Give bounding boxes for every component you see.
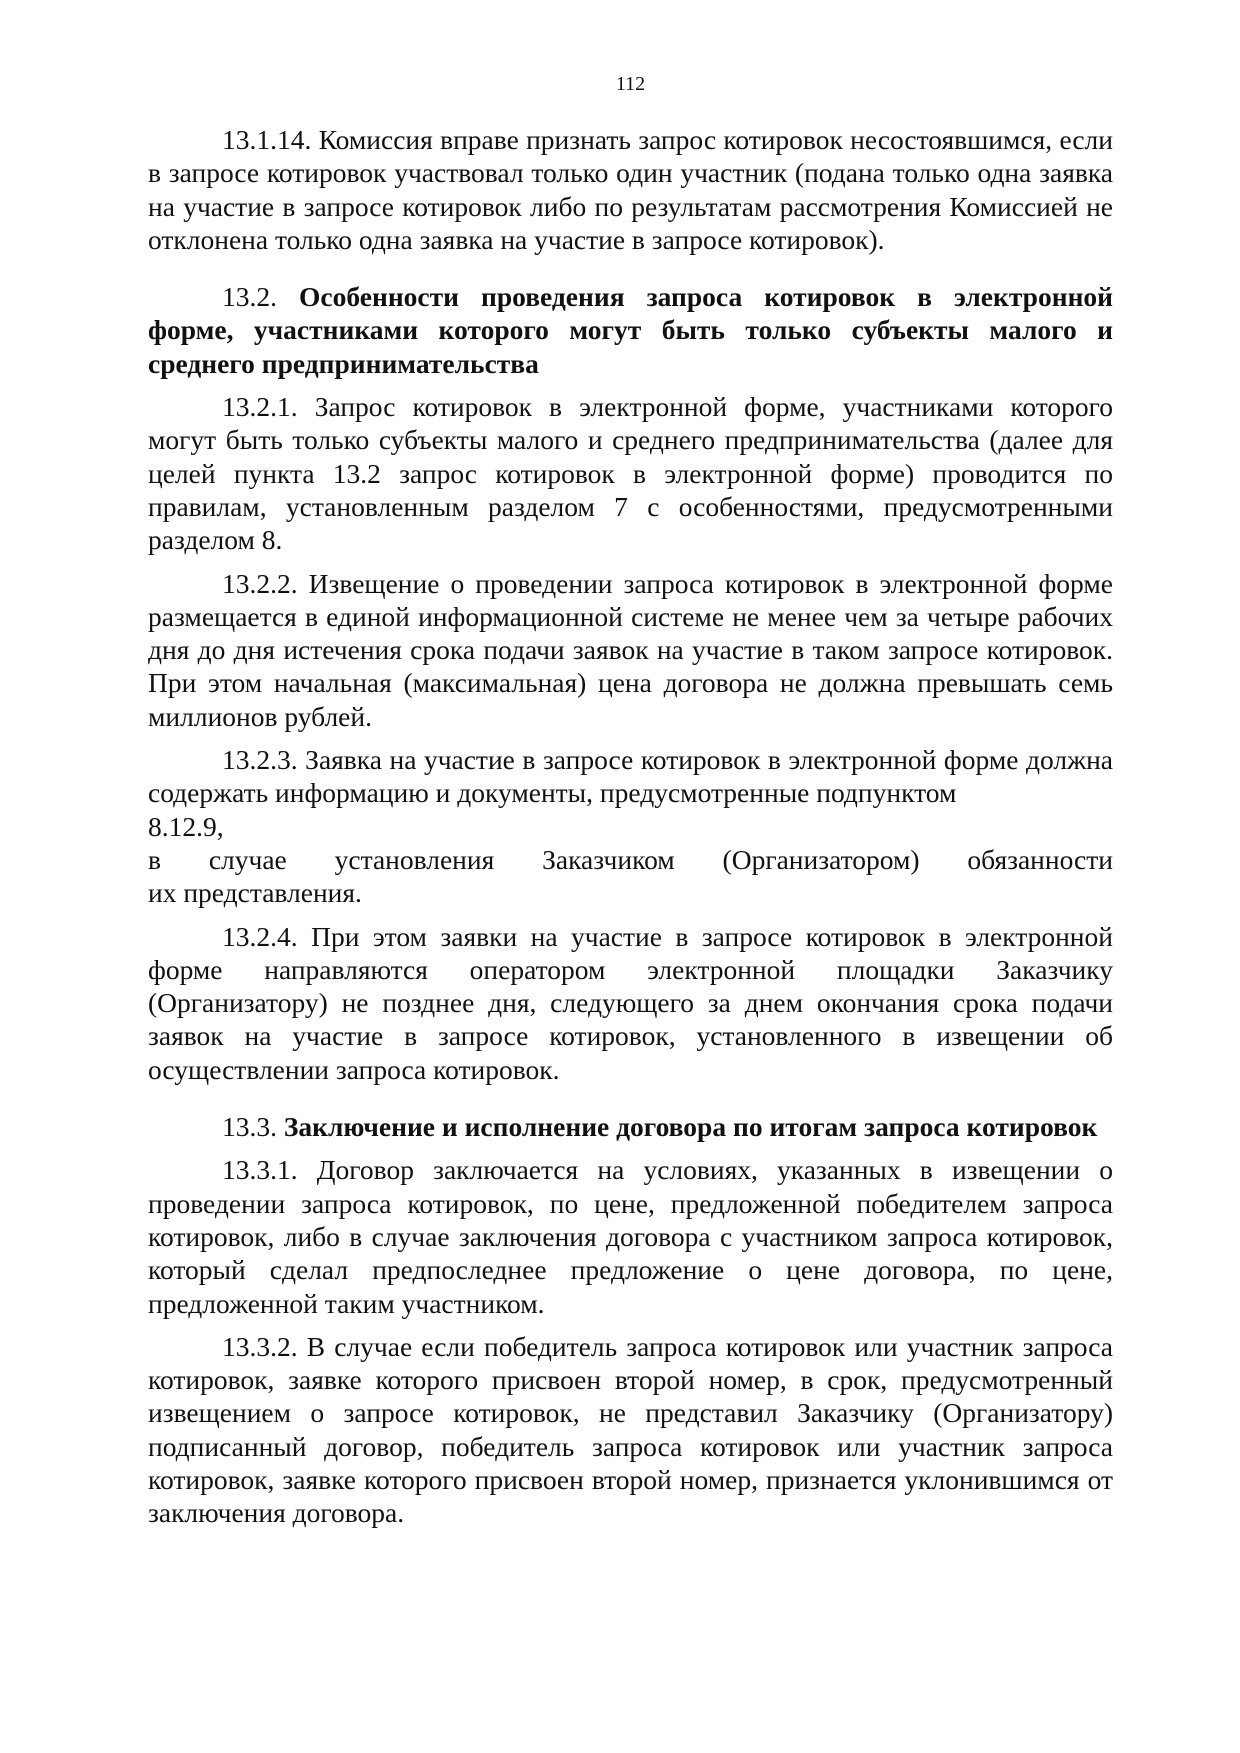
paragraph-text: Договор заключается на условиях, указанных в извещении о проведении запроса котировок, по цене, предложенной победителем запроса котировок, либо в случае заключения договора с участником запроса котировок, который сделал предпоследнее предложение о цене договора, по цене, предложенной таким участником.	[148, 1154, 1113, 1319]
paragraph-text: При этом заявки на участие в запросе котировок в электронной форме направляются оператором электронной площадки Заказчику (Организатору) не позднее дня, следующего за днем окончания срока подачи заявок на участие в запросе котировок, установленного в извещении об осуществлении запроса котировок.	[148, 920, 1113, 1085]
section-heading-13-3	[148, 1110, 1113, 1143]
paragraph-text: Запрос котировок в электронной форме, участниками которого могут быть только субъекты малого и среднего предпринимательства (далее для целей пункта 13.2 запрос котировок в электронной форме) проводится по правилам, установленным разделом 7 с особенностями, предусмотренными разделом 8.	[148, 391, 1113, 556]
paragraph-13-3-1	[148, 1153, 1113, 1319]
section-title: Заключение и исполнение договора по итогам запроса котировок	[283, 1111, 1098, 1143]
paragraph-number: 13.2.3.	[222, 744, 298, 776]
paragraph-text-line: их представления.	[148, 877, 362, 909]
paragraph-text-line: 8.12.9,	[148, 810, 224, 842]
paragraph-text: Заявка на участие в запросе котировок в электронной форме должна содержать информацию и документы, предусмотренные подпунктом	[148, 744, 1113, 809]
paragraph-number: 13.2.4.	[222, 920, 298, 952]
paragraph-13-3-2	[148, 1330, 1113, 1530]
section-title: Особенности проведения запроса котировок в электронной форме, участниками которого могут быть только субъекты малого и среднего предпринимательства	[148, 281, 1114, 379]
paragraph-13-2-4	[148, 920, 1113, 1086]
paragraph-text: Комиссия вправе признать запрос котировок несостоявшимся, если в запросе котировок участвовал только один участник (подана только одна заявка на участие в запросе котировок либо по результатам рассмотрения Комиссией не отклонена только одна заявка на участие в запросе котировок).	[148, 124, 1113, 255]
section-number: 13.3.	[222, 1111, 277, 1143]
paragraph-13-2-3	[148, 743, 1113, 909]
paragraph-13-1-14	[148, 123, 1113, 256]
paragraph-text: Извещение о проведении запроса котировок в электронной форме размещается в единой информационной системе не менее чем за четыре рабочих дня до дня истечения срока подачи заявок на участие в таком запросе котировок. При этом начальная (максимальная) цена договора не должна превышать семь миллионов рублей.	[148, 567, 1114, 732]
paragraph-number: 13.3.2.	[222, 1330, 298, 1362]
paragraph-number: 13.2.2.	[222, 567, 298, 599]
section-heading-13-2	[148, 280, 1113, 380]
paragraph-13-2-1	[148, 390, 1113, 556]
section-number: 13.2.	[222, 281, 277, 313]
document-body	[148, 123, 1113, 1530]
paragraph-number: 13.3.1.	[222, 1154, 298, 1186]
paragraph-text-line: в случае установления Заказчиком (Организатором) обязанности	[148, 843, 1113, 875]
paragraph-number: 13.1.14.	[222, 124, 312, 155]
paragraph-13-2-3-first	[148, 743, 1113, 810]
page-number: 112	[615, 73, 646, 95]
paragraph-text: В случае если победитель запроса котировок или участник запроса котировок, заявке которого присвоен второй номер, в срок, предусмотренный извещением о запросе котировок, не представил Заказчику (Организатору) подписанный договор, победитель запроса котировок или участник запроса котировок, заявке которого присвоен второй номер, признается уклонившимся от заключения договора.	[148, 1330, 1113, 1529]
paragraph-number: 13.2.1.	[222, 391, 298, 423]
paragraph-13-2-2	[148, 567, 1113, 733]
